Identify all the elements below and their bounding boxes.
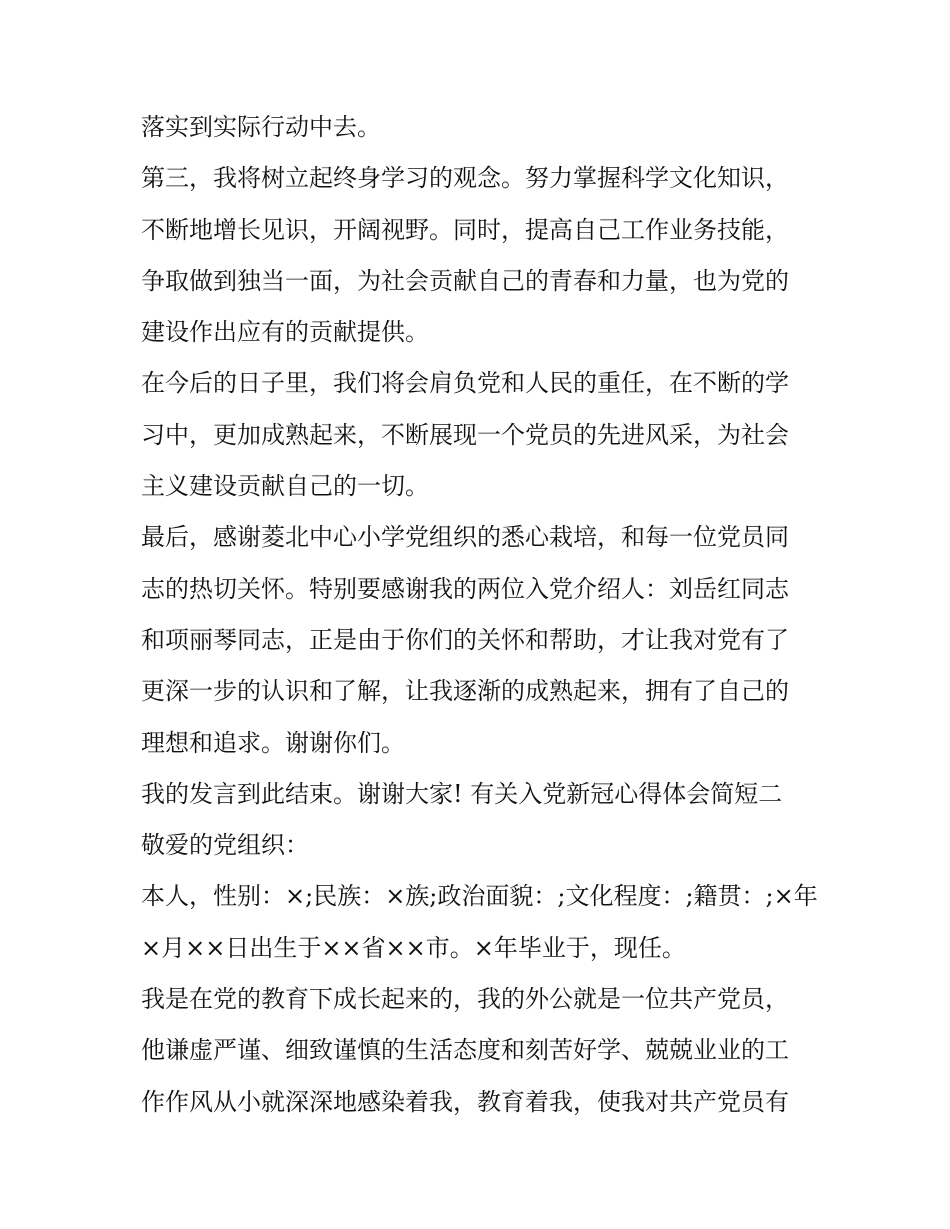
text-line: 第三，我将树立起终身学习的观念。努力掌握科学文化知识， bbox=[141, 164, 789, 193]
text-line: 我的发言到此结束。谢谢大家! 有关入党新冠心得体会简短二 bbox=[141, 779, 783, 808]
text-line: 敬爱的党组织： bbox=[141, 831, 309, 860]
text-line: 和项丽琴同志，正是由于你们的关怀和帮助，才让我对党有了 bbox=[141, 625, 789, 654]
text-line: 我是在党的教育下成长起来的，我的外公就是一位共产党员， bbox=[141, 985, 789, 1014]
text-line: 建设作出应有的贡献提供。 bbox=[141, 318, 429, 347]
text-line: 作作风从小就深深地感染着我，教育着我，使我对共产党员有 bbox=[141, 1087, 789, 1116]
document-body bbox=[141, 102, 831, 1128]
text-line: 不断地增长见识，开阔视野。同时，提高自己工作业务技能， bbox=[141, 215, 789, 244]
text-line: 落实到实际行动中去。 bbox=[141, 113, 381, 141]
text-line: 志的热切关怀。特别要感谢我的两位入党介绍人：刘岳红同志 bbox=[141, 574, 789, 603]
text-line: 争取做到独当一面，为社会贡献自己的青春和力量，也为党的 bbox=[141, 266, 789, 295]
text-line: 理想和追求。谢谢你们。 bbox=[141, 728, 405, 757]
text-line: 他谦虚严谨、细致谨慎的生活态度和刻苦好学、兢兢业业的工 bbox=[141, 1036, 789, 1065]
text-line: 本人，性别：×;民族：×族;政治面貌：;文化程度：;籍贯：;×年 bbox=[141, 882, 818, 911]
text-line: ×月××日出生于××省××市。×年毕业于，现任。 bbox=[141, 933, 686, 962]
text-line: 更深一步的认识和了解，让我逐渐的成熟起来，拥有了自己的 bbox=[141, 677, 789, 706]
text-line: 在今后的日子里，我们将会肩负党和人民的重任，在不断的学 bbox=[141, 369, 789, 398]
text-line: 最后，感谢菱北中心小学党组织的悉心栽培，和每一位党员同 bbox=[141, 523, 789, 552]
text-line: 习中，更加成熟起来，不断展现一个党员的先进风采，为社会 bbox=[141, 420, 789, 449]
text-line: 主义建设贡献自己的一切。 bbox=[141, 472, 429, 501]
